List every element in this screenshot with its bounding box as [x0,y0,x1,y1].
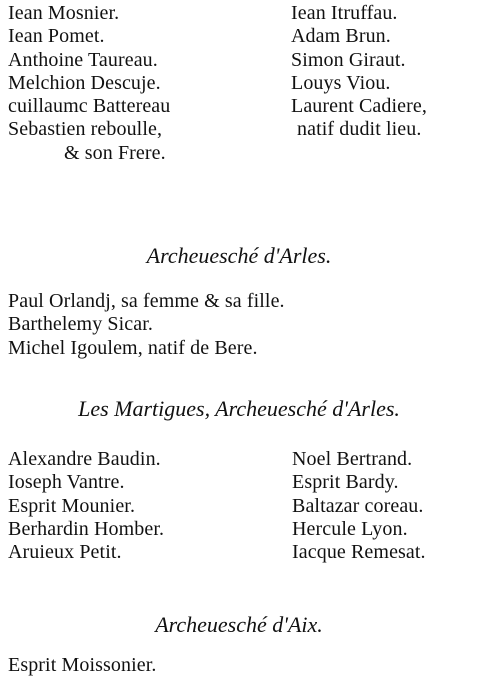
name-entry: Baltazar coreau. [292,494,424,517]
name-entry: Iean Itruffau. [291,2,398,24]
name-entry: Michel Igoulem, natif de Bere. [8,336,258,359]
name-entry: & son Frere. [64,141,166,164]
name-entry: Barthelemy Sicar. [8,313,153,336]
name-entry: Esprit Moissonier. [8,654,157,676]
name-entry: Alexandre Baudin. [8,448,161,470]
name-entry: Iacque Remesat. [292,541,426,564]
section-heading-aix: Archeuesché d'Aix. [155,612,323,637]
name-entry: Anthoine Taureau. [8,48,158,71]
name-entry: Louys Viou. [291,71,391,94]
name-entry: Hercule Lyon. [292,517,408,540]
section-heading-arles: Archeuesché d'Arles. [146,243,332,268]
name-column-left [8,448,164,564]
name-entry: natif dudit lieu. [297,118,422,141]
name-entry: Iean Mosnier. [8,2,120,24]
name-entry: cuillaumc Battereau [8,95,171,118]
name-column-right [291,2,427,142]
name-entry: Sebastien reboulle, [8,118,163,141]
name-column-left [8,2,170,165]
name-entry: Esprit Bardy. [292,471,399,494]
section-heading-martigues: Les Martigues, Archeuesché d'Arles. [78,396,400,421]
name-column-right [292,448,426,564]
name-entry: Esprit Mounier. [8,494,136,517]
name-entry: Melchion Descuje. [8,71,161,94]
name-entry: Adam Brun. [291,25,391,48]
name-list-section-2 [8,290,285,360]
name-entry: Noel Bertrand. [292,448,413,470]
name-entry: Aruieux Petit. [8,541,122,564]
name-entry: Simon Giraut. [291,48,406,71]
name-entry: Ioseph Vantre. [8,471,125,494]
name-entry: Paul Orlandj, sa femme & sa fille. [8,290,285,312]
name-entry: Laurent Cadiere, [291,95,427,118]
name-entry: Iean Pomet. [8,25,105,48]
name-list-section-5 [8,654,156,677]
name-entry: Berhardin Homber. [8,517,165,540]
